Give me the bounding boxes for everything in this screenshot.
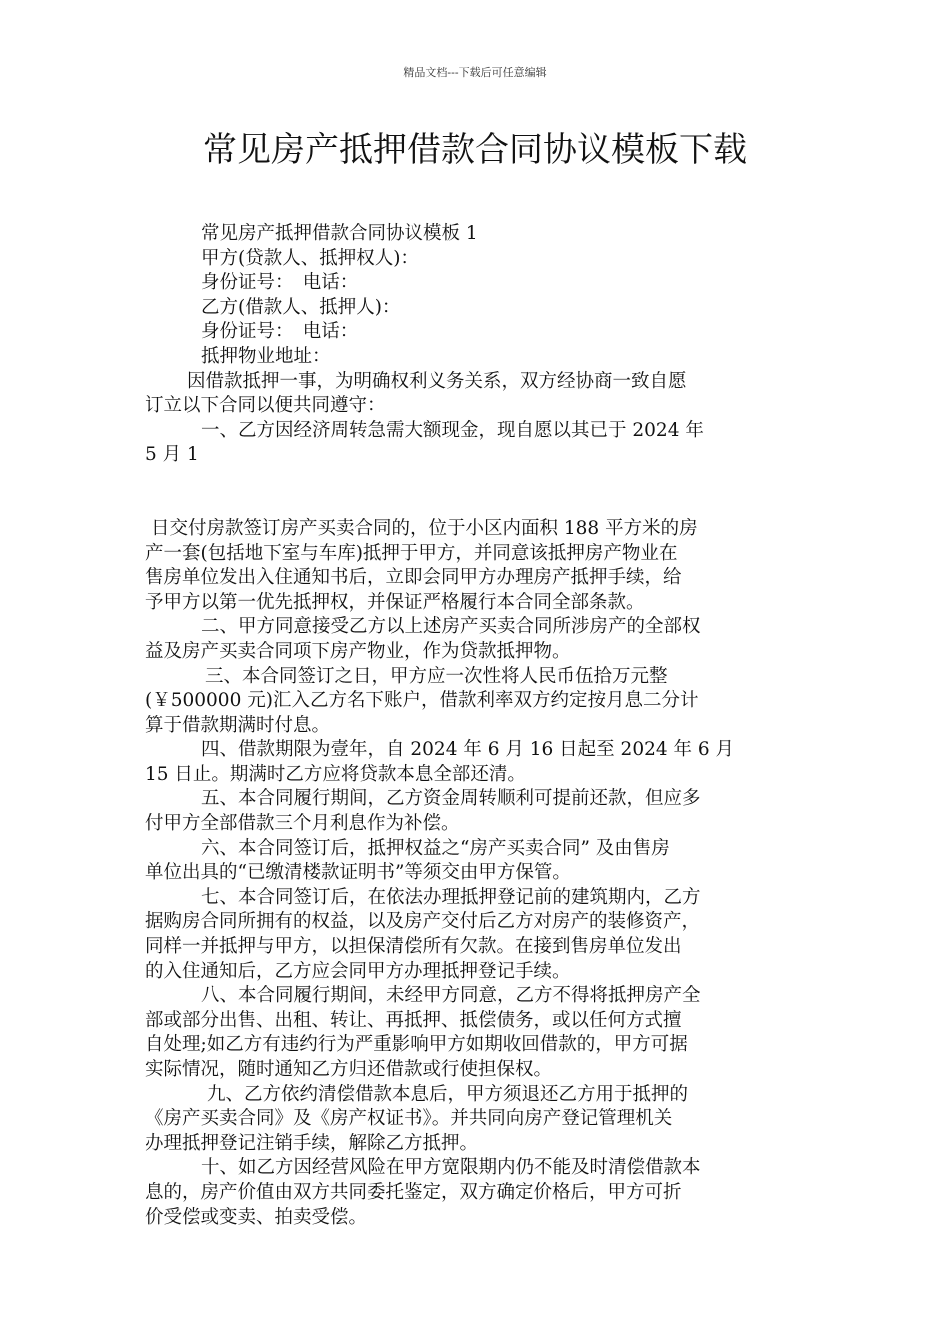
paragraph-line: 售房单位发出入住通知书后，立即会同甲方办理房产抵押手续，给 — [145, 567, 682, 589]
paragraph-line: 予甲方以第一优先抵押权，并保证严格履行本合同全部条款。 — [145, 591, 645, 613]
blank-gap — [145, 468, 810, 517]
header-note: 精品文档---下载后可任意编辑 — [403, 66, 547, 79]
paragraph-line: 十、如乙方因经营风险在甲方宽限期内仍不能及时清偿借款本 — [201, 1157, 701, 1179]
paragraph-line: 一、乙方因经济周转急需大额现金，现自愿以其已于 2024 年 — [201, 419, 704, 441]
paragraph-line: 自处理;如乙方有违约行为严重影响甲方如期收回借款的，甲方可据 — [145, 1034, 688, 1056]
paragraph-line: 三、本合同签订之日，甲方应一次性将人民币伍拾万元整 — [205, 665, 668, 687]
paragraph-line: 单位出具的“已缴清楼款证明书”等须交由甲方保管。 — [145, 862, 571, 884]
template-heading: 常见房产抵押借款合同协议模板 1 — [201, 223, 478, 244]
paragraph-line: 九、乙方依约清偿借款本息后，甲方须退还乙方用于抵押的 — [207, 1083, 689, 1105]
paragraph-line: 付甲方全部借款三个月利息作为补偿。 — [145, 813, 460, 835]
paragraph-line: 五、本合同履行期间，乙方资金周转顺利可提前还款，但应多 — [201, 788, 701, 810]
paragraph-line: 办理抵押登记注销手续，解除乙方抵押。 — [145, 1132, 479, 1154]
party-b-line: 乙方(借款人、抵押人)： — [201, 296, 401, 318]
paragraph-line: 日交付房款签订房产买卖合同的，位于小区内面积 188 平方米的房 — [151, 517, 698, 539]
party-a-line: 甲方(贷款人、抵押权人)： — [201, 247, 419, 269]
paragraph-line: 15 日止。期满时乙方应将贷款本息全部还清。 — [145, 763, 526, 785]
property-address-line: 抵押物业地址： — [201, 345, 331, 367]
paragraph-line: 同样一并抵押与甲方，以担保清偿所有欠款。在接到售房单位发出 — [145, 936, 682, 958]
paragraph-line: (￥500000 元)汇入乙方名下账户，借款利率双方约定按月息二分计 — [145, 690, 699, 712]
paragraph-line: 四、借款期限为壹年，自 2024 年 6 月 16 日起至 2024 年 6 月 — [201, 739, 735, 761]
document-title: 常见房产抵押借款合同协议模板下载 — [203, 130, 747, 170]
party-a-id-line: 身份证号： 电话： — [201, 272, 359, 294]
paragraph-line: 《房产买卖合同》及《房产权证书》。并共同向房产登记管理机关 — [145, 1108, 673, 1130]
paragraph-line: 产一套(包括地下室与车库)抵押于甲方，并同意该抵押房产物业在 — [145, 542, 678, 564]
paragraph-line: 七、本合同签订后，在依法办理抵押登记前的建筑期内，乙方 — [201, 886, 701, 908]
paragraph-line: 二、甲方同意接受乙方以上述房产买卖合同所涉房产的全部权 — [201, 616, 701, 638]
paragraph-line: 八、本合同履行期间，未经甲方同意，乙方不得将抵押房产全 — [201, 985, 701, 1007]
paragraph-line: 的入住通知后，乙方应会同甲方办理抵押登记手续。 — [145, 960, 571, 982]
paragraph-line: 5 月 1 — [145, 444, 199, 466]
paragraph-line: 息的，房产价值由双方共同委托鉴定，双方确定价格后，甲方可折 — [145, 1181, 682, 1203]
paragraph-line: 六、本合同签订后，抵押权益之“房产买卖合同” 及由售房 — [201, 837, 670, 859]
paragraph-line: 据购房合同所拥有的权益，以及房产交付后乙方对房产的装修资产， — [145, 911, 701, 933]
party-b-id-line: 身份证号： 电话： — [201, 321, 359, 343]
paragraph-line: 订立以下合同以便共同遵守： — [145, 395, 386, 417]
paragraph-line: 价受偿或变卖、拍卖受偿。 — [145, 1206, 368, 1228]
document-body — [145, 222, 810, 1230]
paragraph-line: 因借款抵押一事，为明确权利义务关系，双方经协商一致自愿 — [187, 370, 687, 392]
paragraph-line: 益及房产买卖合同项下房产物业，作为贷款抵押物。 — [145, 640, 571, 662]
paragraph-line: 实际情况，随时通知乙方归还借款或行使担保权。 — [145, 1059, 553, 1080]
paragraph-line: 算于借款期满时付息。 — [145, 714, 331, 736]
paragraph-line: 部或部分出售、出租、转让、再抵押、抵偿债务，或以任何方式擅 — [145, 1009, 682, 1031]
